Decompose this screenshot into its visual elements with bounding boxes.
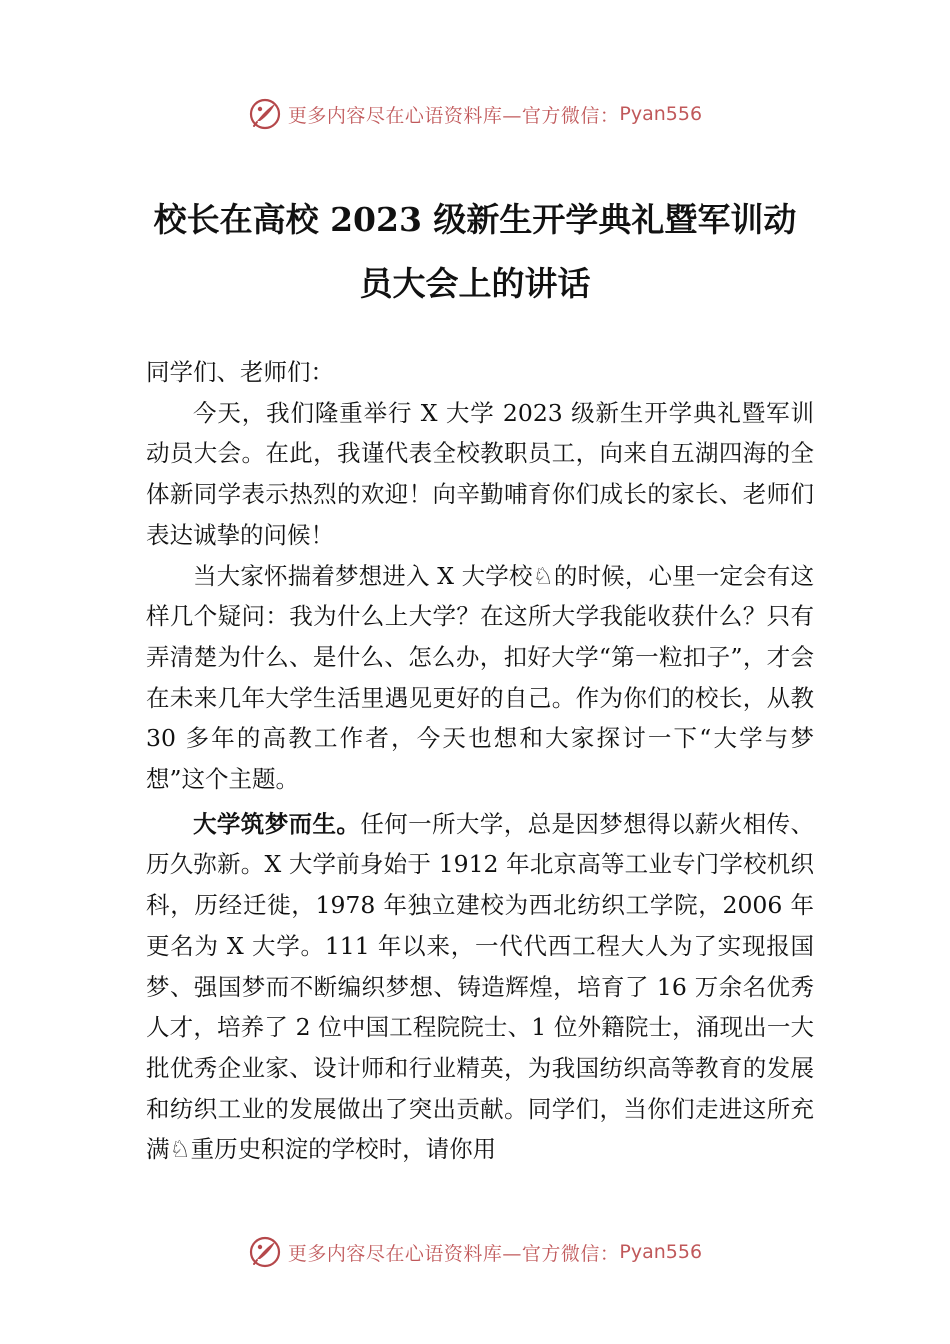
paragraph-2: 当大家怀揣着梦想进入 X 大学校♘的时候，心里一定会有这样几个疑问：我为什么上大学？在这所大学我能收获什么？只有弄清楚为什么、是什么、怎么办，扣好大学“第一粒扣子”，才会在未来几年大学生活里遇见更好的自己。作为你们的校长，从教 30 多年的高教工作者，今天也想和大家探讨一下“大学与梦想”这个主题。	[146, 561, 814, 794]
banner-text: 更多内容尽在心语资料库—官方微信：	[287, 104, 620, 127]
paragraph-3	[146, 804, 814, 1170]
paragraph-3-text: 任何一所大学，总是因梦想得以薪火相传、历久弥新。X 大学前身始于 1912 年北京高等工业专门学校机织科，历经迁徙，1978 年独立建校为西北纺织工学院，2006 年更名为 X 大学。111 年以来，一代代西工程大人为了实现报国梦、强国梦而不断编织梦想、铸造辉煌，培育了 16 万余名优秀人才，培养了 2 位中国工程院院士、1 位外籍院士，涌现出一大批优秀企业家、设计师和行业精英，为我国纺织高等教育的发展和纺织工业的发展做出了突出贡献。同学们，当你们走进这所充满♘重历史积淀的学校时，请你用	[146, 809, 815, 1164]
banner-text: 更多内容尽在心语资料库—官方微信：	[287, 1242, 620, 1265]
footer-banner	[0, 1232, 950, 1272]
paragraph-3-lead: 大学筑梦而生。	[193, 809, 361, 838]
title-line-2: 员大会上的讲话	[359, 264, 591, 303]
salutation: 同学们、老师们：	[146, 358, 334, 386]
quill-pen-logo-icon	[248, 97, 282, 131]
quill-pen-logo-icon	[248, 1235, 282, 1269]
title-line-1: 校长在高校 2023 级新生开学典礼暨军训动	[153, 200, 797, 239]
document-body	[146, 352, 814, 1170]
document-title	[140, 188, 810, 316]
banner-contact: Pyan556	[619, 103, 703, 125]
paragraph-1: 今天，我们隆重举行 X 大学 2023 级新生开学典礼暨军训动员大会。在此，我谨代表全校教职员工，向来自五湖四海的全体新同学表示热烈的欢迎！向辛勤哺育你们成长的家长、老师们表达诚挚的问候！	[146, 398, 814, 549]
banner-contact: Pyan556	[619, 1241, 703, 1263]
header-banner	[0, 94, 950, 134]
